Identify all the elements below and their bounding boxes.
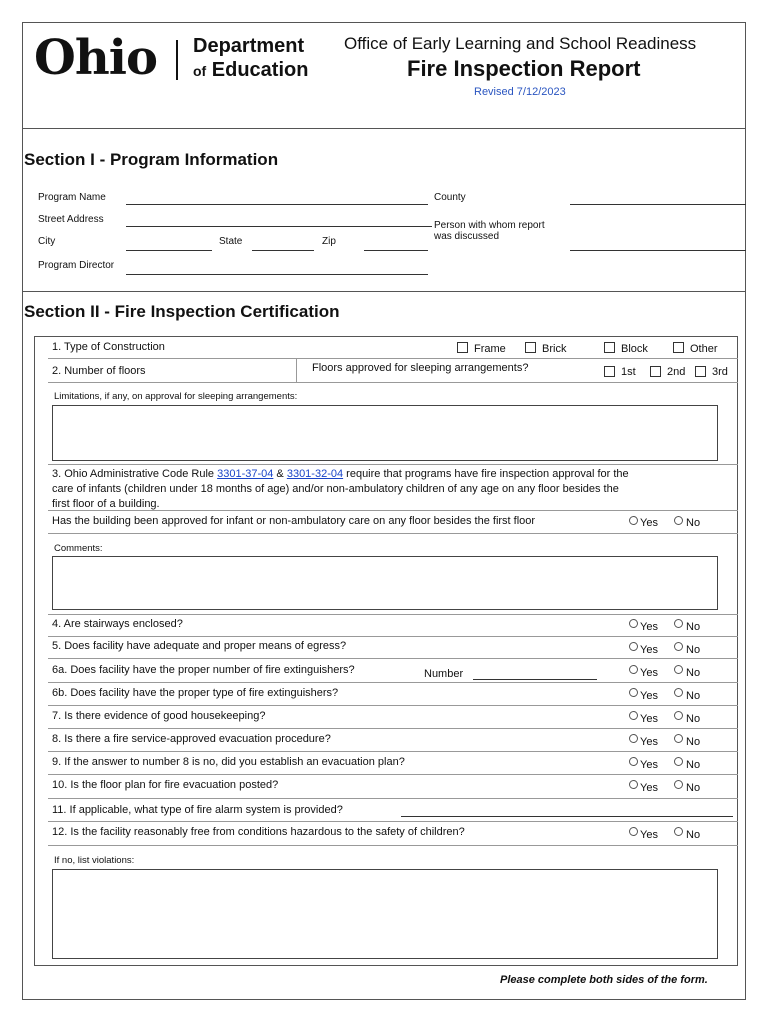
block-checkbox[interactable] xyxy=(604,342,615,353)
q5-label: 5. Does facility have adequate and proper means of egress? xyxy=(52,640,347,652)
q6b-no-label: No xyxy=(686,690,701,702)
zip-label: Zip xyxy=(322,236,336,247)
brick-checkbox[interactable] xyxy=(525,342,536,353)
section-divider xyxy=(22,291,746,292)
q6a-number-field[interactable] xyxy=(473,679,597,680)
county-label: County xyxy=(434,192,466,203)
q4-no-label: No xyxy=(686,621,701,633)
limitations-textarea[interactable] xyxy=(52,405,718,461)
q3-yes-label: Yes xyxy=(640,517,658,529)
department-logo-text xyxy=(193,34,308,83)
q12-row xyxy=(48,845,738,846)
q10-no-radio[interactable] xyxy=(674,780,683,789)
other-label: Other xyxy=(690,343,718,355)
q12-no-radio[interactable] xyxy=(674,827,683,836)
state-label: State xyxy=(219,236,243,247)
city-label: City xyxy=(38,236,56,247)
floor-2nd-label: 2nd xyxy=(667,366,686,378)
floor-2nd-checkbox[interactable] xyxy=(650,366,661,377)
rule-3301-37-04-link[interactable]: 3301-37-04 xyxy=(217,468,274,480)
q7-yes-label: Yes xyxy=(640,713,658,725)
q9-yes-radio[interactable] xyxy=(629,757,638,766)
program-name-label: Program Name xyxy=(38,192,106,203)
q10-yes-label: Yes xyxy=(640,782,658,794)
q4-yes-label: Yes xyxy=(640,621,658,633)
street-address-label: Street Address xyxy=(38,214,104,225)
q6b-yes-label: Yes xyxy=(640,690,658,702)
q4-row xyxy=(48,636,738,637)
q11-alarm-field[interactable] xyxy=(401,816,733,817)
q4-label: 4. Are stairways enclosed? xyxy=(52,618,183,630)
q8-yes-label: Yes xyxy=(640,736,658,748)
q5-no-label: No xyxy=(686,644,701,656)
person-discussed-line1: Person with whom report xyxy=(434,220,545,231)
q6a-yes-radio[interactable] xyxy=(629,665,638,674)
q3-no-label: No xyxy=(686,517,701,529)
county-field[interactable] xyxy=(570,204,746,205)
q12-yes-radio[interactable] xyxy=(629,827,638,836)
comments-row-bottom xyxy=(48,614,738,615)
q6b-row xyxy=(48,705,738,706)
q6a-yes-label: Yes xyxy=(640,667,658,679)
footer-note: Please complete both sides of the form. xyxy=(500,974,708,986)
brick-label: Brick xyxy=(542,343,567,355)
program-name-field[interactable] xyxy=(126,204,428,205)
person-discussed-line2: was discussed xyxy=(434,231,500,242)
logo-dept-line1: Department xyxy=(193,35,305,57)
city-field[interactable] xyxy=(126,250,212,251)
q5-no-radio[interactable] xyxy=(674,642,683,651)
block-label: Block xyxy=(621,343,648,355)
section1-title: Section I - Program Information xyxy=(24,150,279,169)
state-field[interactable] xyxy=(252,250,314,251)
q3-question-row-line xyxy=(48,533,738,534)
q3-question: Has the building been approved for infant or non-ambulatory care on any floor besides the first floor xyxy=(52,515,536,527)
revised-date: Revised 7/12/2023 xyxy=(474,86,566,98)
section2-title: Section II - Fire Inspection Certification xyxy=(24,302,340,321)
program-director-field[interactable] xyxy=(126,274,428,275)
q3-line2: care of infants (children under 18 months of age) and/or non-ambulatory children of any age on any floor besides the xyxy=(52,483,619,495)
q6b-label: 6b. Does facility have the proper type of fire extinguishers? xyxy=(52,687,339,699)
q9-no-label: No xyxy=(686,759,701,771)
report-title: Fire Inspection Report xyxy=(407,56,641,81)
person-discussed-field[interactable] xyxy=(570,250,746,251)
q3-prefix: 3. Ohio Administrative Code Rule xyxy=(52,468,218,480)
q3-line3: first floor of a building. xyxy=(52,498,160,510)
frame-checkbox[interactable] xyxy=(457,342,468,353)
q7-yes-radio[interactable] xyxy=(629,711,638,720)
logo-divider xyxy=(176,40,178,80)
q10-yes-radio[interactable] xyxy=(629,780,638,789)
q8-row xyxy=(48,751,738,752)
comments-textarea[interactable] xyxy=(52,556,718,610)
q12-no-label: No xyxy=(686,829,701,841)
q11-label: 11. If applicable, what type of fire alarm system is provided? xyxy=(52,804,343,816)
floors-approved-label: Floors approved for sleeping arrangements? xyxy=(312,362,529,374)
q8-no-radio[interactable] xyxy=(674,734,683,743)
q5-row xyxy=(48,658,738,659)
q3-row-line xyxy=(48,510,738,511)
q3-no-radio[interactable] xyxy=(674,516,683,525)
q6a-row xyxy=(48,682,738,683)
q7-label: 7. Is there evidence of good housekeeping? xyxy=(52,710,266,722)
q5-yes-radio[interactable] xyxy=(629,642,638,651)
floor-3rd-label: 3rd xyxy=(712,366,728,378)
logo-dept-of: of xyxy=(193,63,207,79)
q12-yes-label: Yes xyxy=(640,829,658,841)
person-discussed-label xyxy=(434,220,545,242)
rule-3301-32-04-link[interactable]: 3301-32-04 xyxy=(286,468,344,480)
q10-no-label: No xyxy=(686,782,701,794)
q4-yes-radio[interactable] xyxy=(629,619,638,628)
program-director-label: Program Director xyxy=(38,260,115,271)
violations-textarea[interactable] xyxy=(52,869,718,959)
street-address-field[interactable] xyxy=(126,226,432,227)
limitations-row-bottom xyxy=(48,464,738,465)
q2-divider xyxy=(296,358,297,382)
q5-yes-label: Yes xyxy=(640,644,658,656)
other-checkbox[interactable] xyxy=(673,342,684,353)
zip-field[interactable] xyxy=(364,250,428,251)
floor-3rd-checkbox[interactable] xyxy=(695,366,706,377)
q7-no-label: No xyxy=(686,713,701,725)
q6a-no-radio[interactable] xyxy=(674,665,683,674)
ohio-logo: Ohio xyxy=(34,30,157,86)
q10-row xyxy=(48,798,738,799)
q9-yes-label: Yes xyxy=(640,759,658,771)
q10-label: 10. Is the floor plan for fire evacuation posted? xyxy=(52,779,279,791)
comments-label: Comments: xyxy=(54,543,103,554)
q9-label: 9. If the answer to number 8 is no, did you establish an evacuation plan? xyxy=(52,756,405,768)
q3-suffix: require that programs have fire inspection approval for the xyxy=(343,468,629,480)
floor-1st-checkbox[interactable] xyxy=(604,366,615,377)
q12-label: 12. Is the facility reasonably free from conditions hazardous to the safety of children? xyxy=(52,826,465,838)
q1-label: 1. Type of Construction xyxy=(52,341,165,353)
frame-label: Frame xyxy=(474,343,506,355)
limitations-label: Limitations, if any, on approval for sleeping arrangements: xyxy=(54,391,298,402)
q8-no-label: No xyxy=(686,736,701,748)
floor-1st-label: 1st xyxy=(621,366,636,378)
logo-dept-line2: Education xyxy=(211,59,309,81)
q7-row xyxy=(48,728,738,729)
q9-no-radio[interactable] xyxy=(674,757,683,766)
q6a-no-label: No xyxy=(686,667,701,679)
header-divider xyxy=(22,128,746,129)
q6a-label: 6a. Does facility have the proper number of fire extinguishers? xyxy=(52,664,355,676)
q4-no-radio[interactable] xyxy=(674,619,683,628)
q3-text xyxy=(52,467,738,512)
q3-yes-radio[interactable] xyxy=(629,516,638,525)
q6a-number-label: Number xyxy=(424,668,464,680)
q3-amp: & xyxy=(273,468,287,480)
q6b-yes-radio[interactable] xyxy=(629,688,638,697)
q8-label: 8. Is there a fire service-approved evacuation procedure? xyxy=(52,733,331,745)
violations-label: If no, list violations: xyxy=(54,855,135,866)
q9-row xyxy=(48,774,738,775)
office-name: Office of Early Learning and School Readiness xyxy=(344,34,697,53)
q2-label: 2. Number of floors xyxy=(52,365,146,377)
q11-row xyxy=(48,821,738,822)
q7-no-radio[interactable] xyxy=(674,711,683,720)
q6b-no-radio[interactable] xyxy=(674,688,683,697)
q8-yes-radio[interactable] xyxy=(629,734,638,743)
